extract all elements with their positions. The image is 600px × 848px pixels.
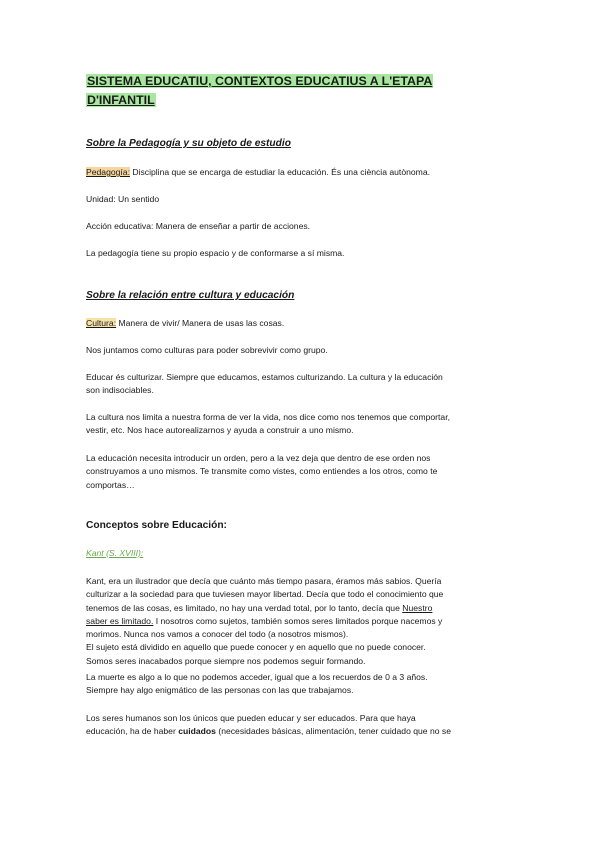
text-line: culturizar a la sociedad para que tuviesen mayor libertad. Decía que todo el conocimiento que [86, 589, 444, 600]
paragraph-pedagogia-def [86, 166, 516, 179]
paragraph-culturizar [86, 371, 516, 398]
text-line: La cultura nos limita a nuestra forma de ver la vida, nos dice como nos tenemos que comportar, [86, 412, 450, 422]
cultura-definition: Manera de vivir/ Manera de usas las cosas. [116, 318, 285, 328]
section-heading-conceptos: Conceptos sobre Educación: [86, 520, 227, 531]
text-line [86, 725, 516, 738]
text-line: Kant, era un ilustrador que decía que cuánto más tiempo pasara, éramos más sabios. Quería [86, 576, 442, 586]
text-line: son indisociables. [86, 385, 154, 396]
title-line-2: D'INFANTIL [87, 93, 155, 107]
text-line: construyamos a uno mismos. Te transmite como vistes, como entiendes a los otros, como te [86, 466, 438, 477]
text-run: I nosotros como sujetos, también somos seres limitados porque nacemos y [153, 615, 443, 626]
term-cultura: Cultura: [86, 318, 117, 328]
text-line: Educar és culturizar. Siempre que educamos, estamos culturizando. La cultura y la educación [86, 372, 443, 382]
text-line: vestir, etc. Nos hace autorealizarnos y ayuda a construir a uno mismo. [86, 425, 354, 436]
term-pedagogia: Pedagogía: [86, 167, 130, 177]
text-line [86, 602, 516, 615]
paragraph-unidad: Unidad: Un sentido [86, 194, 160, 204]
text-line: La educación necesita introducir un orden, pero a la vez deja que dentro de ese orden nos [86, 453, 431, 463]
kant-subheading: Kant (S. XVIII): [86, 548, 144, 558]
paragraph-seres-humanos [86, 712, 516, 739]
paragraph-kant [86, 575, 516, 668]
text-run: tenemos de las cosas, es limitado, no hay una verdad total, por lo tanto, decía que [86, 602, 403, 613]
text-run: educación, ha de haber [86, 726, 179, 737]
text-line [86, 615, 516, 628]
paragraph-cultura-def [86, 317, 516, 330]
text-run: (necesidades básicas, alimentación, tener cuidado que no se [215, 726, 451, 737]
paragraph-juntamos: Nos juntamos como culturas para poder sobrevivir como grupo. [86, 345, 328, 355]
section-heading-cultura: Sobre la relación entre cultura y educación [86, 290, 295, 301]
paragraph-muerte [86, 671, 516, 698]
paragraph-cultura-limita [86, 411, 516, 438]
paragraph-accion: Acción educativa: Manera de enseñar a partir de acciones. [86, 221, 311, 231]
text-line: Los seres humanos son los únicos que pueden educar y ser educados. Para que haya [86, 713, 416, 723]
text-line: morimos. Nunca nos vamos a conocer del todo (a nosotros mismos). [86, 629, 349, 640]
pedagogia-definition: Disciplina que se encarga de estudiar la educación. És una ciència autònoma. [129, 167, 430, 177]
bold-term-cuidados: cuidados [178, 726, 216, 737]
text-line: La muerte es algo a lo que no podemos acceder, igual que a los recuerdos de 0 a 3 años. [86, 672, 428, 682]
underlined-phrase: Nuestro [402, 602, 433, 613]
underlined-phrase: saber es limitado. [86, 615, 154, 626]
text-line: Somos seres inacabados porque siempre nos podemos seguir formando. [86, 655, 366, 666]
title-line-1: SISTEMA EDUCATIU, CONTEXTOS EDUCATIUS A L'ETAPA [87, 74, 433, 88]
text-line: comportas… [86, 479, 135, 490]
text-line: Siempre hay algo enigmático de las personas con las que trabajamos. [86, 685, 354, 696]
text-line: El sujeto está dividido en aquello que puede conocer y en aquello que no puede conocer. [86, 642, 426, 653]
section-heading-pedagogia: Sobre la Pedagogía y su objeto de estudio [86, 138, 291, 149]
document-title [86, 72, 506, 110]
paragraph-pedagogia-espacio: La pedagogía tiene su propio espacio y de conformarse a sí misma. [86, 248, 345, 258]
paragraph-orden [86, 452, 516, 492]
